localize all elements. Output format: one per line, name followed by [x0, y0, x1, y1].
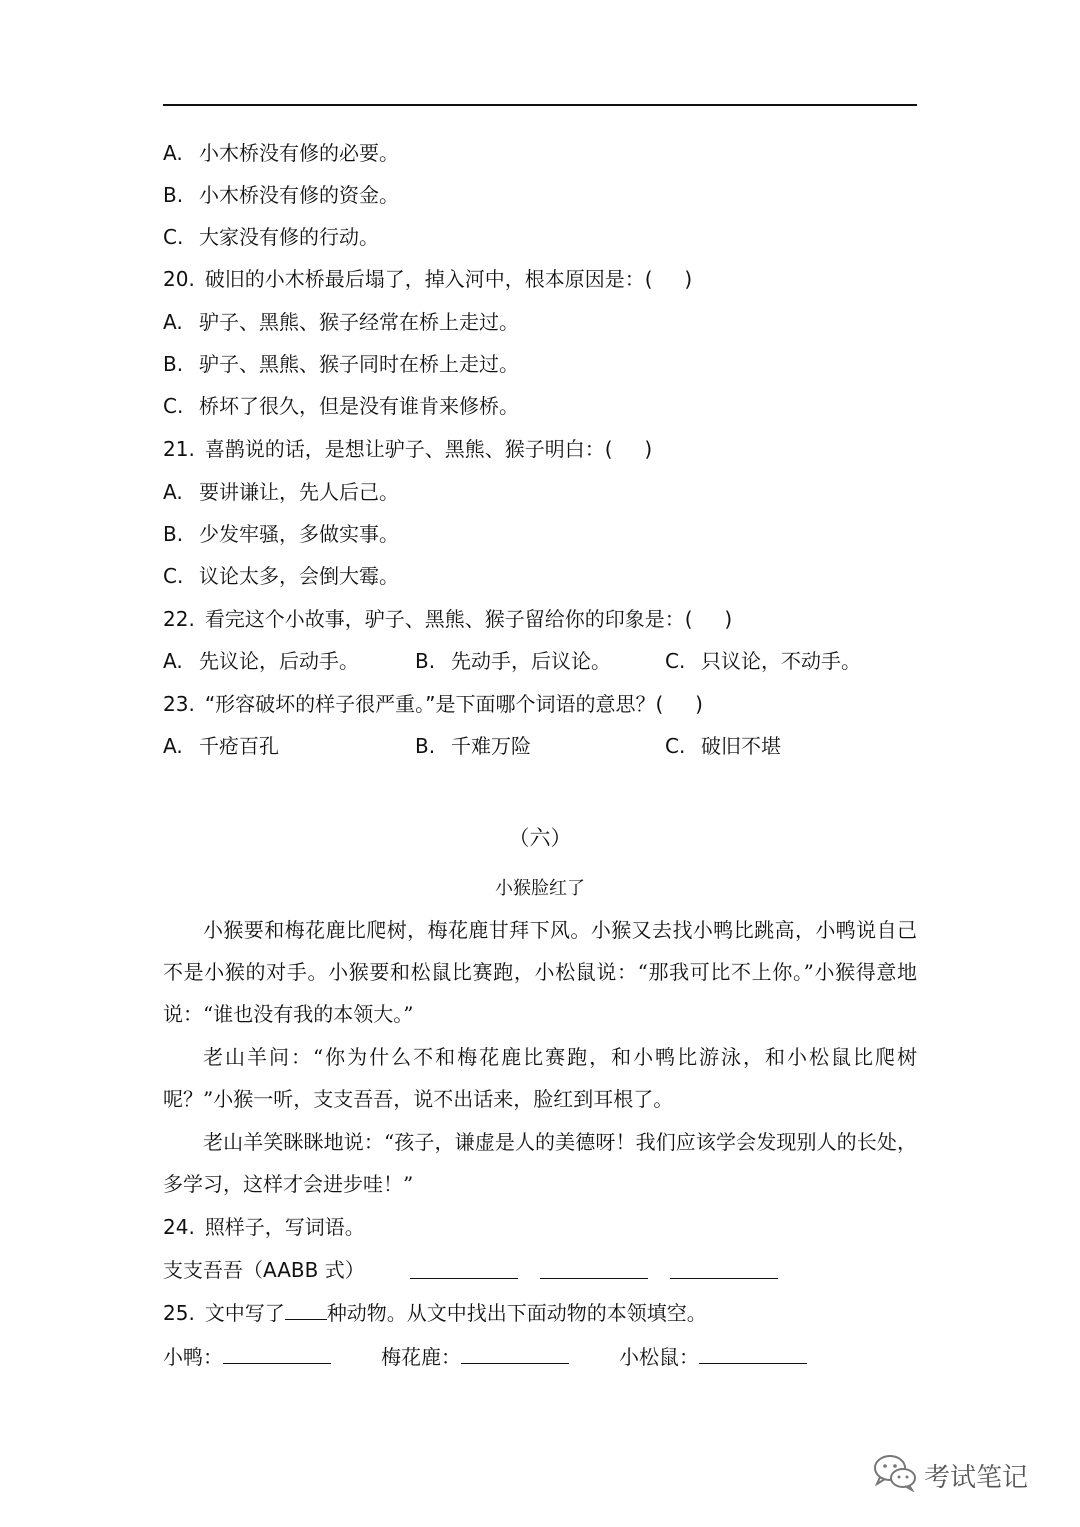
- watermark: [872, 1452, 1028, 1499]
- q20-question: 20. 破旧的小木桥最后塌了，掉入河中，根本原因是：( ): [163, 267, 693, 291]
- q25-field-squirrel: 小松鼠：: [619, 1343, 807, 1371]
- q22-option-a: A. 先议论，后动手。: [163, 649, 359, 673]
- q20-option-a: A. 驴子、黑熊、猴子经常在桥上走过。: [163, 310, 519, 334]
- q24-blank-3[interactable]: [670, 1258, 778, 1279]
- q23-question: 23. “形容破坏的样子很严重。”是下面哪个词语的意思？( ): [163, 692, 703, 716]
- q22-option-c: C. 只议论，不动手。: [665, 649, 861, 673]
- q19-option-a: A. 小木桥没有修的必要。: [163, 141, 399, 165]
- q25-count-blank[interactable]: [285, 1299, 327, 1320]
- q21-question: 21. 喜鹊说的话，是想让驴子、黑熊、猴子明白：( ): [163, 437, 653, 461]
- q20-option-c: C. 桥坏了很久，但是没有谁肯来修桥。: [163, 394, 519, 418]
- q25-field-deer: 梅花鹿：: [381, 1343, 569, 1371]
- watermark-text: 考试笔记: [924, 1463, 1029, 1493]
- q24-answer-row: [163, 1256, 917, 1284]
- q23-option-a: A. 千疮百孔: [163, 734, 279, 758]
- q20-option-b: B. 驴子、黑熊、猴子同时在桥上走过。: [163, 352, 519, 376]
- story-title: 小猴脸红了: [495, 878, 585, 899]
- q24-question: 24. 照样子，写词语。: [163, 1215, 365, 1239]
- q25-blank-deer[interactable]: [461, 1343, 569, 1364]
- q24-blank-1[interactable]: [410, 1258, 518, 1279]
- q24-example: 支支吾吾（AABB 式）: [163, 1258, 365, 1282]
- q23-option-c: C. 破旧不堪: [665, 734, 781, 758]
- story-paragraph-1: 小猴要和梅花鹿比爬树，梅花鹿甘拜下风。小猴又去找小鸭比跳高，小鸭说自己不是小猴的对手。小猴要和松鼠比赛跑，小松鼠说：“那我可比不上你。”小猴得意地说：“谁也没有我的本领大。”: [163, 918, 917, 1026]
- q25-field-duck: 小鸭：: [163, 1343, 331, 1371]
- q24-blank-2[interactable]: [540, 1258, 648, 1279]
- q25-blank-duck[interactable]: [223, 1343, 331, 1364]
- q23-option-b: B. 千难万险: [415, 734, 531, 758]
- q22-option-b: B. 先动手，后议论。: [415, 649, 611, 673]
- q21-option-c: C. 议论太多，会倒大霉。: [163, 564, 399, 588]
- header-rule: [163, 104, 917, 106]
- story-paragraph-2: 老山羊问：“你为什么不和梅花鹿比赛跑，和小鸭比游泳，和小松鼠比爬树呢？”小猴一听，支支吾吾，说不出话来，脸红到耳根了。: [163, 1045, 917, 1111]
- q25-question: 25. 文中写了 种动物。从文中找出下面动物的本领填空。: [163, 1301, 707, 1325]
- wechat-icon: [872, 1452, 918, 1499]
- section-label: （六）: [508, 826, 572, 850]
- q19-option-c: C. 大家没有修的行动。: [163, 225, 379, 249]
- q25-blank-squirrel[interactable]: [699, 1343, 807, 1364]
- q19-option-b: B. 小木桥没有修的资金。: [163, 183, 399, 207]
- q21-option-b: B. 少发牢骚，多做实事。: [163, 522, 399, 546]
- q22-question: 22. 看完这个小故事，驴子、黑熊、猴子留给你的印象是：( ): [163, 607, 733, 631]
- q21-option-a: A. 要讲谦让，先人后己。: [163, 480, 399, 504]
- story-paragraph-3: 老山羊笑眯眯地说：“孩子，谦虚是人的美德呀！我们应该学会发现别人的长处，多学习，这样才会进步哇！”: [163, 1130, 917, 1196]
